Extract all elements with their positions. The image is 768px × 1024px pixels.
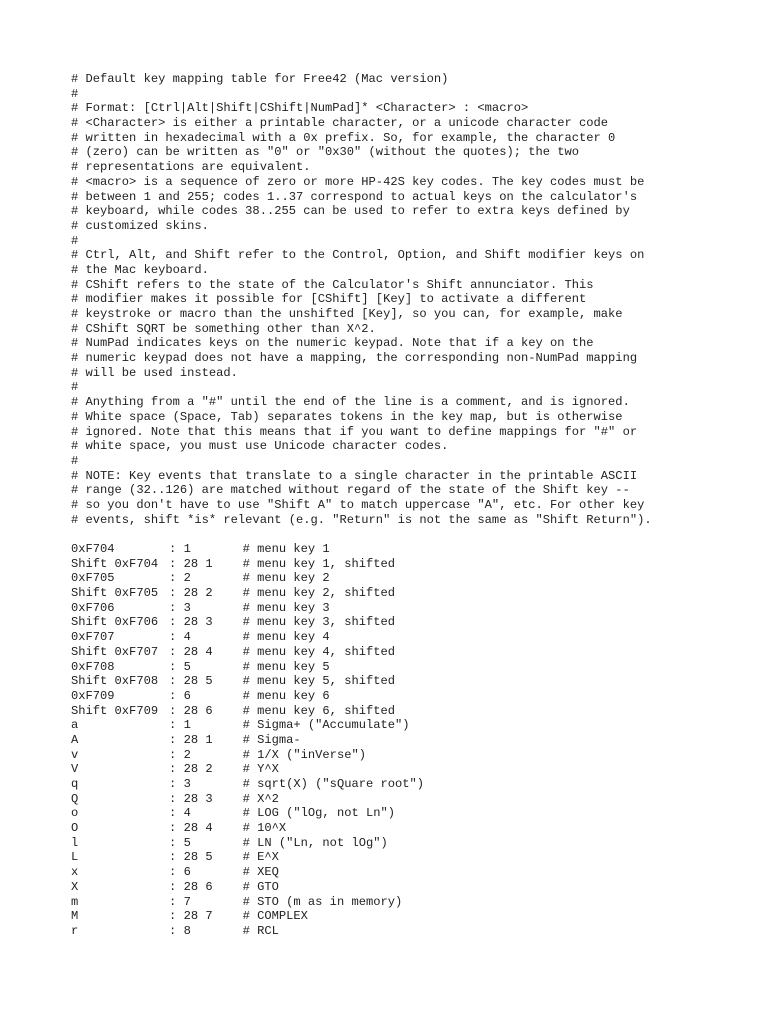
mapping-comment: # X^2 <box>242 791 279 806</box>
mapping-separator: : <box>169 806 177 821</box>
mapping-key: x <box>71 865 79 880</box>
mapping-codes: 28 3 <box>183 615 213 630</box>
mapping-comment: # Sigma+ ("Accumulate") <box>242 718 410 733</box>
mapping-codes: 28 7 <box>183 909 213 924</box>
mapping-codes: 5 <box>183 835 191 850</box>
mapping-key: q <box>71 777 79 791</box>
comment-line: # modifier makes it possible for [CShift] [Key] to activate a different <box>71 292 587 307</box>
mapping-codes: 28 2 <box>183 586 213 601</box>
mapping-codes: 28 2 <box>183 762 213 777</box>
comment-line: # events, shift *is* relevant (e.g. "Return" is not the same as "Shift Return"). <box>71 512 652 527</box>
comment-line: # NumPad indicates keys on the numeric keypad. Note that if a key on the <box>71 336 594 351</box>
mapping-row <box>71 836 751 851</box>
mapping-row <box>71 880 751 895</box>
mapping-codes: 28 4 <box>183 821 213 836</box>
mapping-comment: # LOG ("lOg, not Ln") <box>242 806 395 821</box>
mapping-comment: # menu key 2, shifted <box>242 586 395 601</box>
mapping-row <box>71 660 751 675</box>
mapping-key: Shift 0xF708 <box>71 674 159 689</box>
mapping-row <box>71 630 751 645</box>
mapping-row <box>71 557 751 572</box>
mapping-separator: : <box>169 542 177 556</box>
mapping-separator: : <box>169 865 177 880</box>
mapping-key: v <box>71 747 79 762</box>
mapping-comment: # menu key 3 <box>242 600 330 615</box>
mapping-codes: 28 4 <box>183 644 213 659</box>
mapping-row <box>71 718 751 733</box>
mapping-separator: : <box>169 879 177 894</box>
comment-line: # written in hexadecimal with a 0x prefix. So, for example, the character 0 <box>71 130 616 145</box>
mapping-key: Q <box>71 791 79 806</box>
mapping-row <box>71 821 751 836</box>
comment-line: # range (32..126) are matched without regard of the state of the Shift key -- <box>71 483 630 498</box>
mapping-row <box>71 571 751 586</box>
mapping-codes: 3 <box>183 600 191 615</box>
mapping-separator: : <box>169 821 177 836</box>
mapping-key: X <box>71 879 79 894</box>
mapping-row <box>71 850 751 865</box>
mapping-comment: # menu key 5, shifted <box>242 674 395 689</box>
mapping-separator: : <box>169 909 177 924</box>
mapping-key: Shift 0xF706 <box>71 615 159 630</box>
comment-line: # <box>71 86 79 101</box>
mapping-row <box>71 601 751 616</box>
comment-line: # <macro> is a sequence of zero or more HP-42S key codes. The key codes must be <box>71 174 645 189</box>
mapping-separator: : <box>169 835 177 850</box>
mapping-separator: : <box>169 791 177 806</box>
mapping-separator: : <box>169 850 177 865</box>
mapping-key: Shift 0xF705 <box>71 586 159 601</box>
mapping-key: Shift 0xF709 <box>71 703 159 718</box>
mapping-key: a <box>71 718 79 733</box>
mapping-separator: : <box>169 644 177 659</box>
mapping-comment: # GTO <box>242 879 279 894</box>
mapping-row <box>71 615 751 630</box>
mapping-separator: : <box>169 615 177 630</box>
mapping-codes: 3 <box>183 777 191 791</box>
mapping-key: A <box>71 732 79 747</box>
mapping-codes: 28 6 <box>183 879 213 894</box>
comment-line: # Format: [Ctrl|Alt|Shift|CShift|NumPad]* <Character> : <macro> <box>71 101 529 116</box>
mapping-codes: 28 5 <box>183 850 213 865</box>
mapping-key: 0xF709 <box>71 688 115 703</box>
mapping-row <box>71 674 751 689</box>
mapping-codes: 2 <box>183 747 191 762</box>
mapping-comment: # E^X <box>242 850 279 865</box>
mapping-separator: : <box>169 732 177 747</box>
mapping-comment: # Y^X <box>242 762 279 777</box>
mapping-row <box>71 542 751 557</box>
mapping-row <box>71 586 751 601</box>
mapping-separator: : <box>169 703 177 718</box>
mapping-codes: 4 <box>183 806 191 821</box>
mapping-row <box>71 924 751 939</box>
mapping-key: o <box>71 806 79 821</box>
mapping-row <box>71 777 751 792</box>
mapping-comment: # menu key 1 <box>242 542 330 556</box>
mapping-key: r <box>71 923 79 938</box>
mapping-separator: : <box>169 674 177 689</box>
mapping-key: Shift 0xF707 <box>71 644 159 659</box>
mapping-comment: # STO (m as in memory) <box>242 894 403 909</box>
mapping-row <box>71 645 751 660</box>
mapping-row <box>71 689 751 704</box>
comment-line: # white space, you must use Unicode character codes. <box>71 439 449 454</box>
mapping-row <box>71 806 751 821</box>
mapping-key: l <box>71 835 79 850</box>
comment-line: # <box>71 380 79 395</box>
mapping-separator: : <box>169 586 177 601</box>
mapping-row <box>71 909 751 924</box>
mapping-key: 0xF704 <box>71 542 115 556</box>
mapping-separator: : <box>169 556 177 571</box>
comment-line: # between 1 and 255; codes 1..37 correspond to actual keys on the calculator's <box>71 189 638 204</box>
comment-line: # Default key mapping table for Free42 (Mac version) <box>71 72 449 86</box>
mapping-key: M <box>71 909 79 924</box>
mapping-row <box>71 748 751 763</box>
mapping-comment: # menu key 3, shifted <box>242 615 395 630</box>
comment-line: # CShift SQRT be something other than X^2. <box>71 321 376 336</box>
mapping-separator: : <box>169 894 177 909</box>
mapping-codes: 4 <box>183 630 191 645</box>
mapping-separator: : <box>169 630 177 645</box>
mapping-comment: # menu key 6 <box>242 688 330 703</box>
mapping-comment: # RCL <box>242 923 279 938</box>
mapping-comment: # COMPLEX <box>242 909 308 924</box>
comment-line: # NOTE: Key events that translate to a single character in the printable ASCII <box>71 468 638 483</box>
mapping-comment: # LN ("Ln, not lOg") <box>242 835 388 850</box>
comment-line: # Anything from a "#" until the end of the line is a comment, and is ignored. <box>71 395 630 410</box>
comment-line: # the Mac keyboard. <box>71 262 209 277</box>
mapping-separator: : <box>169 747 177 762</box>
mapping-comment: # 1/X ("inVerse") <box>242 747 366 762</box>
mapping-separator: : <box>169 688 177 703</box>
mapping-codes: 28 1 <box>183 556 213 571</box>
mapping-codes: 5 <box>183 659 191 674</box>
comment-line: # ignored. Note that this means that if you want to define mappings for "#" or <box>71 424 638 439</box>
mapping-key: m <box>71 894 79 909</box>
comment-line: # (zero) can be written as "0" or "0x30" (without the quotes); the two <box>71 145 580 160</box>
mapping-row <box>71 762 751 777</box>
mapping-separator: : <box>169 777 177 791</box>
mapping-codes: 1 <box>183 718 191 733</box>
mapping-codes: 28 3 <box>183 791 213 806</box>
mapping-codes: 8 <box>183 923 191 938</box>
mapping-separator: : <box>169 600 177 615</box>
comment-line: # customized skins. <box>71 218 209 233</box>
comment-line: # keystroke or macro than the unshifted [Key], so you can, for example, make <box>71 307 623 321</box>
comment-line: # will be used instead. <box>71 365 238 380</box>
mapping-comment: # 10^X <box>242 821 287 836</box>
comment-line: # <box>71 233 79 248</box>
mapping-codes: 6 <box>183 688 191 703</box>
mapping-key: 0xF708 <box>71 659 115 674</box>
mapping-comment: # menu key 5 <box>242 659 330 674</box>
mapping-key: L <box>71 850 79 865</box>
mapping-row <box>71 865 751 880</box>
document-page <box>71 72 751 939</box>
mapping-row <box>71 704 751 719</box>
comment-line: # Ctrl, Alt, and Shift refer to the Control, Option, and Shift modifier keys on <box>71 248 645 263</box>
mapping-comment: # XEQ <box>242 865 279 880</box>
mapping-key: 0xF707 <box>71 630 115 645</box>
mapping-comment: # sqrt(X) ("sQuare root") <box>242 777 425 791</box>
mapping-separator: : <box>169 762 177 777</box>
mapping-codes: 7 <box>183 894 191 909</box>
mapping-separator: : <box>169 718 177 733</box>
comment-line: # <box>71 453 79 468</box>
mapping-comment: # menu key 4 <box>242 630 330 645</box>
mapping-comment: # menu key 2 <box>242 571 330 586</box>
mapping-separator: : <box>169 923 177 938</box>
blank-line <box>71 527 751 542</box>
comment-line: # White space (Space, Tab) separates tokens in the key map, but is otherwise <box>71 409 623 424</box>
mapping-comment: # menu key 6, shifted <box>242 703 395 718</box>
mapping-comment: # menu key 1, shifted <box>242 556 395 571</box>
key-mapping-table <box>71 542 751 939</box>
mapping-separator: : <box>169 571 177 586</box>
header-comment-block <box>71 72 751 527</box>
mapping-codes: 2 <box>183 571 191 586</box>
mapping-key: O <box>71 821 79 836</box>
mapping-row <box>71 792 751 807</box>
mapping-codes: 28 1 <box>183 732 213 747</box>
mapping-comment: # menu key 4, shifted <box>242 644 395 659</box>
mapping-comment: # Sigma- <box>242 732 301 747</box>
comment-line: # numeric keypad does not have a mapping, the corresponding non-NumPad mapping <box>71 351 638 366</box>
mapping-key: 0xF705 <box>71 571 115 586</box>
comment-line: # keyboard, while codes 38..255 can be used to refer to extra keys defined by <box>71 204 630 219</box>
mapping-codes: 28 6 <box>183 703 213 718</box>
mapping-codes: 28 5 <box>183 674 213 689</box>
mapping-key: Shift 0xF704 <box>71 556 159 571</box>
mapping-codes: 6 <box>183 865 191 880</box>
mapping-key: V <box>71 762 79 777</box>
mapping-separator: : <box>169 659 177 674</box>
mapping-codes: 1 <box>183 542 191 556</box>
comment-line: # CShift refers to the state of the Calculator's Shift annunciator. This <box>71 277 594 292</box>
comment-line: # so you don't have to use "Shift A" to match uppercase "A", etc. For other key <box>71 497 645 512</box>
comment-line: # representations are equivalent. <box>71 160 311 175</box>
comment-line: # <Character> is either a printable character, or a unicode character code <box>71 116 609 131</box>
mapping-row <box>71 733 751 748</box>
mapping-row <box>71 895 751 910</box>
mapping-key: 0xF706 <box>71 600 115 615</box>
